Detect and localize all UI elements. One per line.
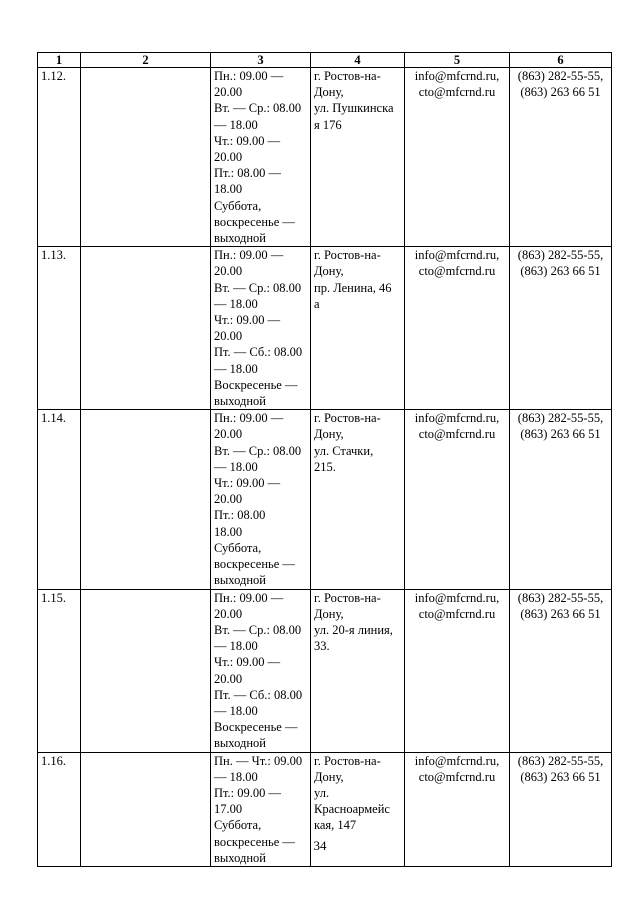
email-cell xyxy=(405,410,510,589)
working-hours-line: Вт. — Ср.: 08.00 xyxy=(214,443,302,458)
working-hours-line: Вт. — Ср.: 08.00 xyxy=(214,622,302,637)
working-hours-line: Пн. — Чт.: 09.00 xyxy=(214,753,303,768)
table-row xyxy=(38,247,612,410)
email-line: info@mfcrnd.ru, xyxy=(414,248,500,263)
working-hours-cell xyxy=(211,410,311,589)
phone-cell xyxy=(510,410,612,589)
address-line: Дону, xyxy=(314,85,344,100)
address-line: г. Ростов-на- xyxy=(314,69,381,83)
working-hours-line: выходной xyxy=(214,850,266,865)
working-hours-line: Пн.: 09.00 — xyxy=(214,590,284,605)
email-line: cto@mfcrnd.ru xyxy=(418,427,496,442)
address-line: ул. 20-я линия, xyxy=(314,622,393,637)
address-cell xyxy=(311,68,405,247)
working-hours-line: — 18.00 xyxy=(214,117,258,132)
header-col-6: 6 xyxy=(510,53,612,68)
working-hours-line: Пн.: 09.00 — xyxy=(214,69,284,83)
working-hours-line: Суббота, xyxy=(214,540,262,555)
phone-line: (863) 263 66 51 xyxy=(520,427,601,442)
email-line: info@mfcrnd.ru, xyxy=(414,753,500,768)
office-name-cell xyxy=(81,247,211,410)
working-hours-cell xyxy=(211,68,311,247)
address-line: а xyxy=(314,296,320,311)
email-line: info@mfcrnd.ru, xyxy=(414,411,500,426)
row-number-cell: 1.12. xyxy=(38,68,81,247)
email-line: info@mfcrnd.ru, xyxy=(414,590,500,605)
working-hours-line: Пт. — Сб.: 08.00 xyxy=(214,345,303,360)
working-hours-line: Вт. — Ср.: 08.00 xyxy=(214,101,302,116)
email-cell xyxy=(405,68,510,247)
working-hours-line: воскресенье — xyxy=(214,214,295,229)
address-line: 215. xyxy=(314,459,336,474)
address-cell xyxy=(311,589,405,752)
working-hours-line: 20.00 xyxy=(214,427,243,442)
address-line: г. Ростов-на- xyxy=(314,753,381,768)
working-hours-line: Пн.: 09.00 — xyxy=(214,411,284,426)
working-hours-cell xyxy=(211,247,311,410)
table-row xyxy=(38,68,612,247)
email-line: cto@mfcrnd.ru xyxy=(418,264,496,279)
table-row xyxy=(38,589,612,752)
row-number-cell: 1.16. xyxy=(38,752,81,866)
working-hours-line: Чт.: 09.00 — xyxy=(214,133,281,148)
working-hours-line: 20.00 xyxy=(214,492,243,507)
email-cell xyxy=(405,247,510,410)
working-hours-line: 17.00 xyxy=(214,802,243,817)
row-number-cell: 1.15. xyxy=(38,589,81,752)
working-hours-line: — 18.00 xyxy=(214,703,258,718)
address-line: кая, 147 xyxy=(314,818,357,833)
working-hours-line: — 18.00 xyxy=(214,459,258,474)
working-hours-cell xyxy=(211,589,311,752)
address-line: ул. Пушкинска xyxy=(314,101,394,116)
working-hours-line: Суббота, xyxy=(214,198,262,213)
working-hours-line: Чт.: 09.00 — xyxy=(214,476,281,491)
phone-line: (863) 282-55-55, xyxy=(517,69,604,83)
phone-line: (863) 263 66 51 xyxy=(520,606,601,621)
address-line: пр. Ленина, 46 xyxy=(314,280,392,295)
working-hours-line: — 18.00 xyxy=(214,639,258,654)
phone-line: (863) 282-55-55, xyxy=(517,590,604,605)
row-number-cell: 1.13. xyxy=(38,247,81,410)
header-col-5: 5 xyxy=(405,53,510,68)
address-cell xyxy=(311,247,405,410)
address-line: г. Ростов-на- xyxy=(314,248,381,263)
address-line: Красноармейс xyxy=(314,802,390,817)
working-hours-line: 20.00 xyxy=(214,671,243,686)
email-line: info@mfcrnd.ru, xyxy=(414,69,500,83)
table-row xyxy=(38,410,612,589)
phone-line: (863) 263 66 51 xyxy=(520,85,601,100)
address-line: Дону, xyxy=(314,264,344,279)
working-hours-line: 18.00 xyxy=(214,524,243,539)
working-hours-line: 20.00 xyxy=(214,85,243,100)
working-hours-line: воскресенье — xyxy=(214,557,295,572)
working-hours-line: Воскресенье — xyxy=(214,720,298,735)
email-line: cto@mfcrnd.ru xyxy=(418,85,496,100)
working-hours-line: 20.00 xyxy=(214,329,243,344)
address-line: Дону, xyxy=(314,427,344,442)
phone-line: (863) 282-55-55, xyxy=(517,248,604,263)
office-schedule-table xyxy=(37,52,612,867)
office-name-cell xyxy=(81,68,211,247)
address-cell xyxy=(311,410,405,589)
working-hours-line: Пн.: 09.00 — xyxy=(214,248,284,263)
address-line: я 176 xyxy=(314,117,342,132)
working-hours-line: выходной xyxy=(214,231,266,246)
address-line: ул. xyxy=(314,785,330,800)
office-name-cell xyxy=(81,589,211,752)
phone-cell xyxy=(510,589,612,752)
working-hours-line: Чт.: 09.00 — xyxy=(214,655,281,670)
working-hours-line: — 18.00 xyxy=(214,296,258,311)
working-hours-line: — 18.00 xyxy=(214,769,258,784)
working-hours-line: 20.00 xyxy=(214,606,243,621)
working-hours-line: Пт.: 08.00 — xyxy=(214,166,282,181)
working-hours-line: Чт.: 09.00 — xyxy=(214,313,281,328)
email-line: cto@mfcrnd.ru xyxy=(418,606,496,621)
working-hours-line: 20.00 xyxy=(214,150,243,165)
address-line: г. Ростов-на- xyxy=(314,411,381,426)
working-hours-line: Вт. — Ср.: 08.00 xyxy=(214,280,302,295)
working-hours-line: выходной xyxy=(214,394,266,409)
working-hours-line: воскресенье — xyxy=(214,834,295,849)
phone-cell xyxy=(510,68,612,247)
header-col-3: 3 xyxy=(211,53,311,68)
address-line: ул. Стачки, xyxy=(314,443,374,458)
phone-line: (863) 282-55-55, xyxy=(517,753,604,768)
working-hours-line: 20.00 xyxy=(214,264,243,279)
working-hours-line: выходной xyxy=(214,573,266,588)
working-hours-line: — 18.00 xyxy=(214,361,258,376)
address-line: Дону, xyxy=(314,769,344,784)
working-hours-line: Суббота, xyxy=(214,818,262,833)
address-line: 33. xyxy=(314,639,330,654)
address-line: Дону, xyxy=(314,606,344,621)
phone-cell xyxy=(510,247,612,410)
working-hours-line: Пт.: 08.00 xyxy=(214,508,266,523)
working-hours-line: 18.00 xyxy=(214,182,243,197)
working-hours-line: Пт. — Сб.: 08.00 xyxy=(214,687,303,702)
office-name-cell xyxy=(81,410,211,589)
phone-line: (863) 263 66 51 xyxy=(520,769,601,784)
header-col-1: 1 xyxy=(38,53,81,68)
row-number-cell: 1.14. xyxy=(38,410,81,589)
header-col-2: 2 xyxy=(81,53,211,68)
table-header-row xyxy=(38,53,612,68)
table-body xyxy=(38,68,612,867)
working-hours-line: выходной xyxy=(214,736,266,751)
address-line: г. Ростов-на- xyxy=(314,590,381,605)
page-number: 34 xyxy=(313,838,327,853)
working-hours-line: Воскресенье — xyxy=(214,377,298,392)
email-line: cto@mfcrnd.ru xyxy=(418,769,496,784)
email-cell xyxy=(405,589,510,752)
phone-line: (863) 282-55-55, xyxy=(517,411,604,426)
header-col-4: 4 xyxy=(311,53,405,68)
phone-line: (863) 263 66 51 xyxy=(520,264,601,279)
working-hours-line: Пт.: 09.00 — xyxy=(214,785,282,800)
